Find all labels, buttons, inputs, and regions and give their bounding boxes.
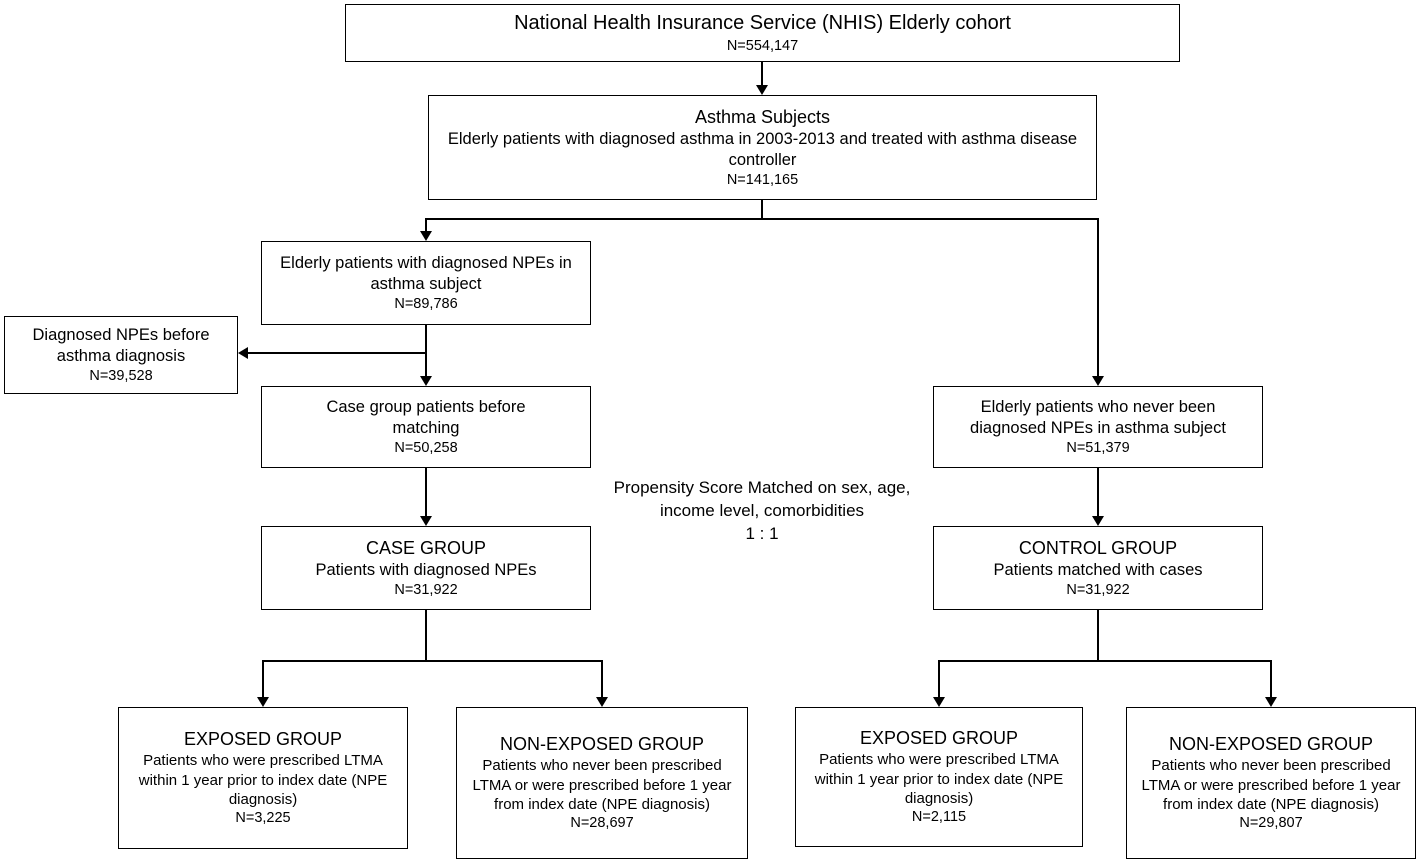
node-npe-diagnosed xyxy=(261,241,591,325)
node-npe-before-asthma xyxy=(4,316,238,394)
connector-line xyxy=(938,660,1272,662)
node-case-exposed xyxy=(118,707,408,849)
connector-line xyxy=(425,610,427,662)
node-case-before-matching-desc: Case group patients before matching xyxy=(326,397,526,437)
node-control-group-title: CONTROL GROUP xyxy=(1018,537,1178,558)
connector-line xyxy=(425,468,427,518)
node-control-group xyxy=(933,526,1263,610)
node-control-nonexposed-desc: Patients who never been prescribed LTMA or were prescribed before 1 year from index date (NPE diagnosis) xyxy=(1141,757,1401,813)
node-npe-before-asthma-count: N=39,528 xyxy=(89,367,153,384)
arrow-down xyxy=(257,697,269,707)
node-control-exposed-count: N=2,115 xyxy=(911,809,967,826)
node-control-nonexposed xyxy=(1126,707,1416,859)
arrow-down xyxy=(756,85,768,95)
connector-line xyxy=(246,352,427,354)
node-case-nonexposed-desc: Patients who never been prescribed LTMA or were prescribed before 1 year from index date (NPE diagnosis) xyxy=(472,757,732,813)
connector-line xyxy=(1097,468,1099,518)
connector-line xyxy=(262,660,603,662)
node-control-group-desc: Patients matched with cases xyxy=(993,560,1203,579)
node-case-exposed-desc: Patients who were prescribed LTMA within 1 year prior to index date (NPE diagnosis) xyxy=(138,752,388,808)
node-nhis-title: National Health Insurance Service (NHIS) Elderly cohort xyxy=(514,11,1011,34)
connector-line xyxy=(262,660,264,698)
arrow-down xyxy=(1092,516,1104,526)
arrow-left xyxy=(238,347,248,359)
arrow-down xyxy=(420,376,432,386)
arrow-down xyxy=(420,231,432,241)
node-case-group-count: N=31,922 xyxy=(394,581,458,598)
node-case-nonexposed-title: NON-EXPOSED GROUP xyxy=(499,734,705,755)
node-case-group-title: CASE GROUP xyxy=(365,537,487,558)
node-nhis-count: N=554,147 xyxy=(726,37,799,54)
annotation-propensity-matching xyxy=(612,477,912,546)
node-control-exposed-title: EXPOSED GROUP xyxy=(859,728,1019,749)
connector-line xyxy=(1270,660,1272,698)
connector-line xyxy=(601,660,603,698)
node-control-group-count: N=31,922 xyxy=(1066,581,1130,598)
node-case-nonexposed-count: N=28,697 xyxy=(570,815,634,832)
node-case-exposed-title: EXPOSED GROUP xyxy=(183,729,343,750)
arrow-down xyxy=(1092,376,1104,386)
node-never-npe-count: N=51,379 xyxy=(1066,439,1130,456)
node-case-exposed-count: N=3,225 xyxy=(235,810,291,827)
connector-line xyxy=(938,660,940,698)
node-never-npe-desc: Elderly patients who never been diagnosed NPEs in asthma subject xyxy=(970,397,1226,437)
node-asthma-title: Asthma Subjects xyxy=(694,106,831,127)
node-control-exposed-desc: Patients who were prescribed LTMA within 1 year prior to index date (NPE diagnosis) xyxy=(814,751,1064,807)
node-npe-diagnosed-count: N=89,786 xyxy=(394,295,458,312)
arrow-down xyxy=(420,516,432,526)
connector-line xyxy=(761,62,763,87)
arrow-down xyxy=(1265,697,1277,707)
annotation-psm-text: Propensity Score Matched on sex, age, income level, comorbidities xyxy=(613,478,911,520)
node-asthma-subjects xyxy=(428,95,1097,200)
node-control-exposed xyxy=(795,707,1083,847)
connector-line xyxy=(425,218,1099,220)
node-asthma-desc: Elderly patients with diagnosed asthma in 2003-2013 and treated with asthma disease controller xyxy=(447,129,1078,169)
node-npe-diagnosed-desc: Elderly patients with diagnosed NPEs in asthma subject xyxy=(280,253,572,293)
node-case-nonexposed xyxy=(456,707,748,859)
node-nhis-cohort xyxy=(345,4,1180,62)
node-never-npe xyxy=(933,386,1263,468)
connector-line xyxy=(761,200,763,220)
node-control-nonexposed-count: N=29,807 xyxy=(1239,815,1303,832)
node-npe-before-asthma-desc: Diagnosed NPEs before asthma diagnosis xyxy=(32,325,210,365)
connector-line xyxy=(1097,610,1099,662)
node-case-before-matching-count: N=50,258 xyxy=(394,439,458,456)
connector-line xyxy=(1097,218,1099,378)
node-asthma-count: N=141,165 xyxy=(726,171,799,188)
node-case-group xyxy=(261,526,591,610)
arrow-down xyxy=(933,697,945,707)
node-control-nonexposed-title: NON-EXPOSED GROUP xyxy=(1168,734,1374,755)
annotation-psm-ratio: 1 : 1 xyxy=(745,523,779,543)
node-case-group-desc: Patients with diagnosed NPEs xyxy=(315,560,537,579)
node-case-before-matching xyxy=(261,386,591,468)
arrow-down xyxy=(596,697,608,707)
